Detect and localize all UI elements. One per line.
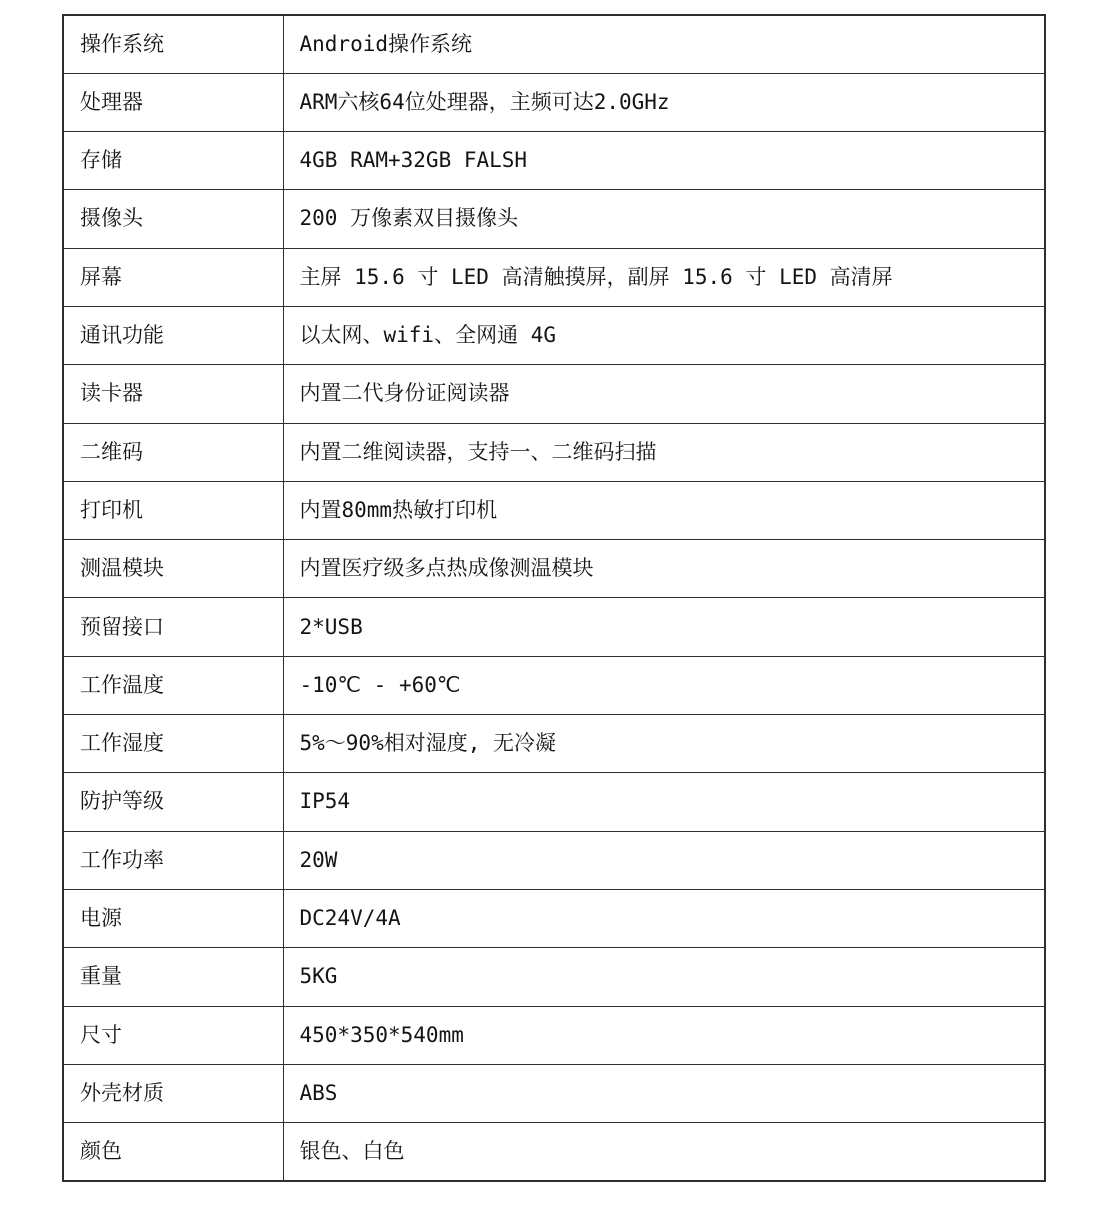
spec-table-body [63, 15, 1045, 1181]
spec-value: 5KG [283, 948, 1045, 1006]
spec-value: 银色、白色 [283, 1123, 1045, 1181]
spec-value: 主屏 15.6 寸 LED 高清触摸屏，副屏 15.6 寸 LED 高清屏 [283, 248, 1045, 306]
table-row [63, 831, 1045, 889]
spec-label: 工作温度 [63, 656, 283, 714]
spec-label: 防护等级 [63, 773, 283, 831]
spec-label: 重量 [63, 948, 283, 1006]
spec-value: -10℃ - +60℃ [283, 656, 1045, 714]
table-row [63, 306, 1045, 364]
spec-label: 外壳材质 [63, 1064, 283, 1122]
table-row [63, 540, 1045, 598]
spec-label: 测温模块 [63, 540, 283, 598]
table-row [63, 656, 1045, 714]
spec-label: 摄像头 [63, 190, 283, 248]
spec-value: 450*350*540mm [283, 1006, 1045, 1064]
spec-value: 内置医疗级多点热成像测温模块 [283, 540, 1045, 598]
spec-value: 内置80mm热敏打印机 [283, 481, 1045, 539]
spec-label: 通讯功能 [63, 306, 283, 364]
spec-label: 处理器 [63, 73, 283, 131]
table-row [63, 190, 1045, 248]
spec-value: 200 万像素双目摄像头 [283, 190, 1045, 248]
spec-value: 以太网、wifi、全网通 4G [283, 306, 1045, 364]
spec-value: 20W [283, 831, 1045, 889]
spec-label: 工作湿度 [63, 715, 283, 773]
table-row [63, 73, 1045, 131]
table-row [63, 15, 1045, 73]
spec-value: IP54 [283, 773, 1045, 831]
spec-value: Android操作系统 [283, 15, 1045, 73]
table-row [63, 481, 1045, 539]
spec-value: 内置二代身份证阅读器 [283, 365, 1045, 423]
table-row [63, 1006, 1045, 1064]
table-row [63, 889, 1045, 947]
spec-label: 屏幕 [63, 248, 283, 306]
table-row [63, 1064, 1045, 1122]
spec-value: ARM六核64位处理器，主频可达2.0GHz [283, 73, 1045, 131]
table-row [63, 773, 1045, 831]
table-row [63, 423, 1045, 481]
table-row [63, 598, 1045, 656]
spec-label: 读卡器 [63, 365, 283, 423]
spec-value: 5%～90%相对湿度, 无冷凝 [283, 715, 1045, 773]
spec-label: 操作系统 [63, 15, 283, 73]
table-row [63, 365, 1045, 423]
spec-value: 内置二维阅读器，支持一、二维码扫描 [283, 423, 1045, 481]
spec-label: 二维码 [63, 423, 283, 481]
table-row [63, 248, 1045, 306]
table-row [63, 1123, 1045, 1181]
spec-label: 颜色 [63, 1123, 283, 1181]
spec-label: 尺寸 [63, 1006, 283, 1064]
spec-value: ABS [283, 1064, 1045, 1122]
spec-value: 2*USB [283, 598, 1045, 656]
spec-label: 工作功率 [63, 831, 283, 889]
spec-label: 预留接口 [63, 598, 283, 656]
spec-table [62, 14, 1046, 1182]
table-row [63, 715, 1045, 773]
spec-label: 打印机 [63, 481, 283, 539]
table-row [63, 948, 1045, 1006]
spec-value: DC24V/4A [283, 889, 1045, 947]
spec-value: 4GB RAM+32GB FALSH [283, 132, 1045, 190]
table-row [63, 132, 1045, 190]
spec-label: 电源 [63, 889, 283, 947]
spec-label: 存储 [63, 132, 283, 190]
